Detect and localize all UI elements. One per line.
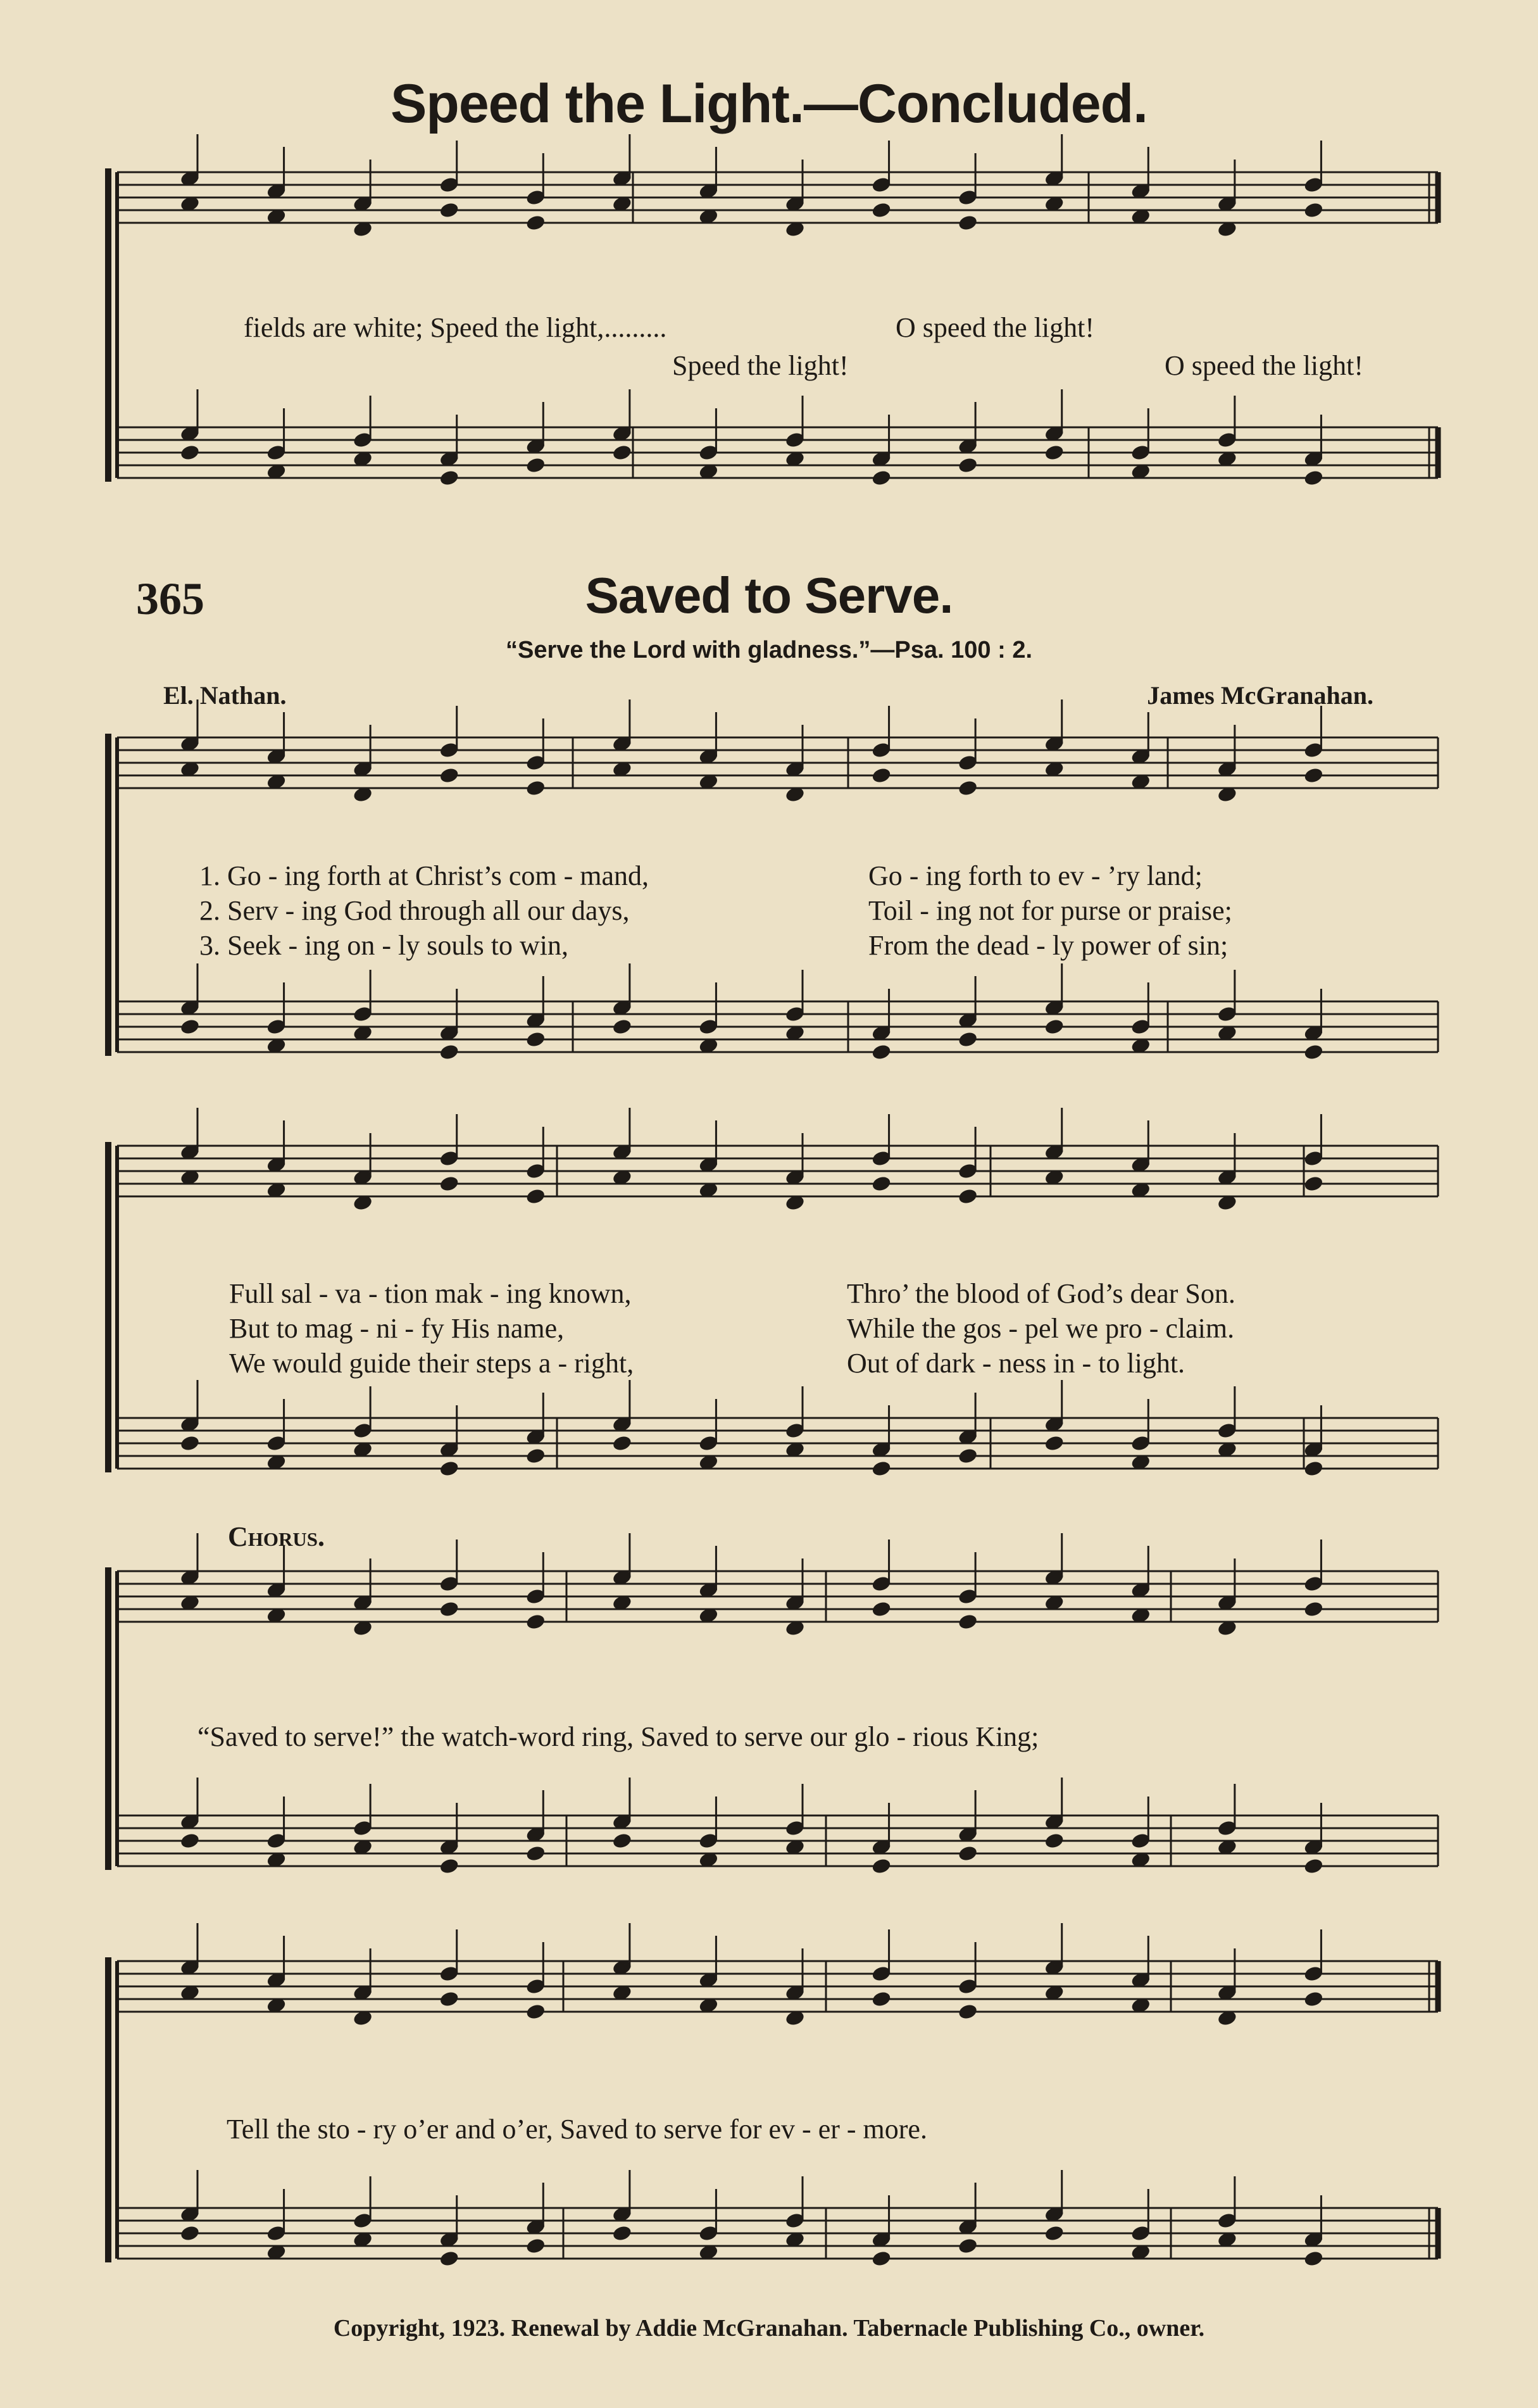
note-head (871, 201, 892, 219)
verse-3-line-d: Out of dark - ness in - to light. (847, 1348, 1185, 1379)
verse-3-line-c: We would guide their steps a - right, (229, 1348, 634, 1379)
note-head (1044, 2224, 1065, 2242)
note-head (525, 1188, 546, 1205)
note-head (871, 1175, 892, 1193)
verse-1-line-d: Thro’ the blood of God’s dear Son. (847, 1278, 1235, 1309)
note-head (525, 214, 546, 232)
note-head (439, 767, 460, 784)
verse-1-line-a: 1. Go - ing forth at Christ’s com - mand, (199, 860, 649, 891)
verse-3-line-a: 3. Seek - ing on - ly souls to win, (199, 930, 568, 961)
note-head (179, 1832, 200, 1850)
note-head (958, 1031, 978, 1048)
note-head (958, 2003, 978, 2021)
note-head (1303, 201, 1324, 219)
verse-1-line-c: Full sal - va - tion mak - ing known, (229, 1278, 632, 1309)
note-head (611, 1018, 632, 1036)
note-head (958, 1188, 978, 1205)
verse-2-line-a: 2. Serv - ing God through all our days, (199, 895, 630, 926)
note-head (1303, 1175, 1324, 1193)
note-head (958, 1845, 978, 1862)
note-head (439, 469, 460, 487)
note-head (958, 779, 978, 797)
note-head (958, 456, 978, 474)
note-head (525, 1447, 546, 1465)
verse-1-line-b: Go - ing forth to ev - ’ry land; (868, 860, 1203, 891)
note-head (179, 1018, 200, 1036)
note-head (1044, 1832, 1065, 1850)
note-head (1303, 469, 1324, 487)
scripture-reference: “Serve the Lord with gladness.”—Psa. 100 : 2. (505, 637, 1033, 663)
note-head (439, 1043, 460, 1061)
note-head (958, 1613, 978, 1631)
chorus-line-1: “Saved to serve!” the watch-word ring, Saved to serve our glo - rious King; (197, 1721, 1039, 1752)
note-head (1303, 1600, 1324, 1618)
verse-2-line-c: But to mag - ni - fy His name, (229, 1313, 565, 1344)
note-head (179, 2224, 200, 2242)
note-head (611, 2224, 632, 2242)
composer-credit: James McGranahan. (1147, 681, 1373, 710)
note-head (525, 779, 546, 797)
note-head (1044, 444, 1065, 461)
note-head (871, 1460, 892, 1477)
note-head (958, 1447, 978, 1465)
note-head (1303, 1990, 1324, 2008)
note-head (611, 1832, 632, 1850)
copyright-notice: Copyright, 1923. Renewal by Addie McGranahan. Tabernacle Publishing Co., owner. (333, 2315, 1205, 2342)
note-head (439, 1175, 460, 1193)
prev-lyric-line-2: Speed the light! (672, 350, 849, 381)
chorus-line-2: Tell the sto - ry o’er and o’er, Saved to serve for ev - er - more. (227, 2114, 927, 2145)
prev-lyric-line-1b: O speed the light! (896, 312, 1095, 343)
note-head (1303, 2250, 1324, 2267)
note-head (1303, 1460, 1324, 1477)
note-head (871, 2250, 892, 2267)
note-head (871, 767, 892, 784)
verse-2-line-d: While the gos - pel we pro - claim. (847, 1313, 1235, 1344)
note-head (871, 1600, 892, 1618)
note-head (958, 2237, 978, 2255)
note-head (179, 1434, 200, 1452)
note-head (525, 1845, 546, 1862)
note-head (1303, 767, 1324, 784)
note-head (525, 1613, 546, 1631)
hymn-number: 365 (136, 574, 204, 624)
note-head (611, 444, 632, 461)
note-head (525, 2003, 546, 2021)
note-head (871, 1043, 892, 1061)
note-head (525, 456, 546, 474)
note-head (1044, 1434, 1065, 1452)
note-head (439, 1460, 460, 1477)
note-head (525, 1031, 546, 1048)
prev-lyric-line-1: fields are white; Speed the light,......... (244, 312, 667, 343)
note-head (439, 1990, 460, 2008)
note-head (439, 2250, 460, 2267)
note-head (439, 1857, 460, 1875)
note-head (439, 1600, 460, 1618)
note-head (611, 1434, 632, 1452)
note-head (1303, 1043, 1324, 1061)
chorus-label: Chorus. (228, 1521, 325, 1552)
previous-hymn-title: Speed the Light.—Concluded. (390, 73, 1148, 134)
note-head (958, 214, 978, 232)
note-head (439, 201, 460, 219)
note-head (871, 1990, 892, 2008)
hymn-title: Saved to Serve. (585, 567, 953, 624)
verse-3-line-b: From the dead - ly power of sin; (868, 930, 1229, 961)
note-head (525, 2237, 546, 2255)
note-head (1303, 1857, 1324, 1875)
note-head (871, 1857, 892, 1875)
author-credit: El. Nathan. (163, 681, 287, 710)
note-head (179, 444, 200, 461)
verse-2-line-b: Toil - ing not for purse or praise; (868, 895, 1232, 926)
note-head (871, 469, 892, 487)
note-head (1044, 1018, 1065, 1036)
prev-lyric-line-2b: O speed the light! (1165, 350, 1364, 381)
